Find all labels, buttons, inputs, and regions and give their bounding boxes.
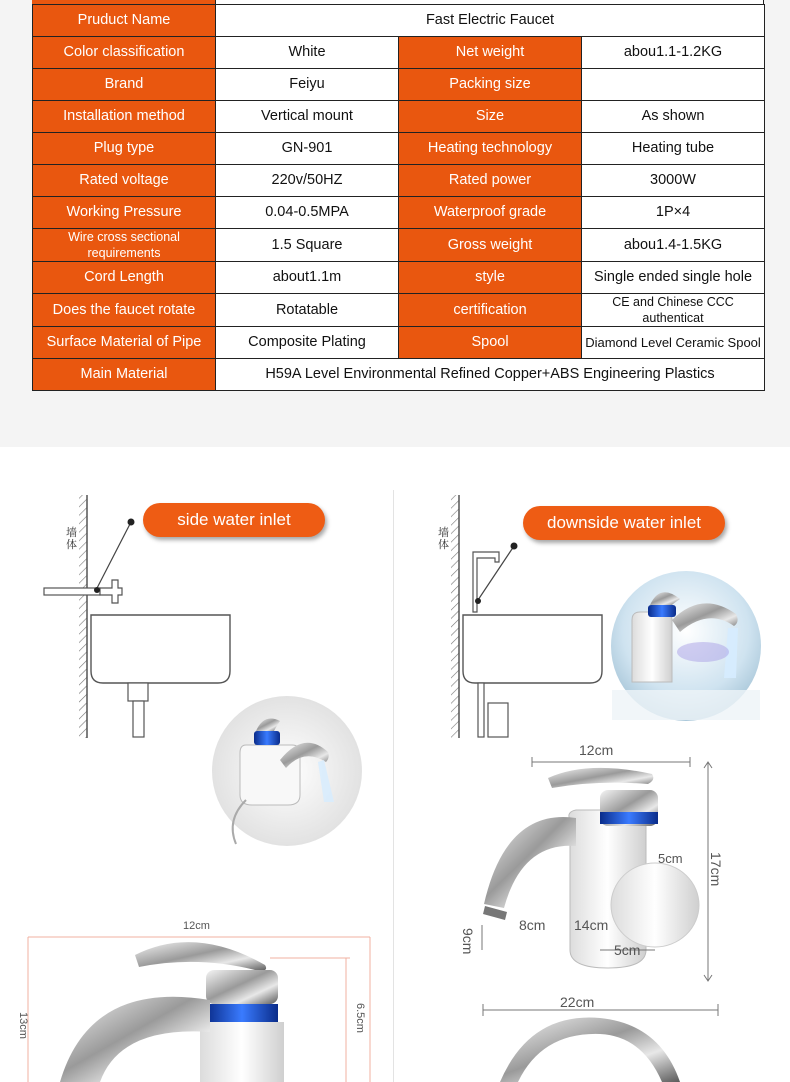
spec-value: Rotatable xyxy=(216,294,399,327)
spec-value: 1.5 Square xyxy=(216,229,399,262)
spec-key: Main Material xyxy=(33,359,216,391)
spec-value: Fast Electric Faucet xyxy=(216,5,765,37)
side-inlet-photo xyxy=(212,696,362,846)
spec-value: Single ended single hole xyxy=(582,262,765,294)
spec-value: GN-901 xyxy=(216,133,399,165)
spec-value: As shown xyxy=(582,101,765,133)
spec-key: Spool xyxy=(399,327,582,359)
wall-label: 墙体 xyxy=(438,527,449,551)
spec-key: certification xyxy=(399,294,582,327)
spec-key: Gross weight xyxy=(399,229,582,262)
spec-value: abou1.1-1.2KG xyxy=(582,37,765,69)
dim-left-height: 13cm xyxy=(17,1012,29,1039)
spec-value: H59A Level Environmental Refined Copper+ABS Engineering Plastics xyxy=(216,359,765,391)
dim-depth: 5cm xyxy=(658,851,683,866)
spec-value: abou1.4-1.5KG xyxy=(582,229,765,262)
spec-value: 0.04-0.5MPA xyxy=(216,197,399,229)
spec-key: Color classification xyxy=(33,37,216,69)
spec-key: Net weight xyxy=(399,37,582,69)
spec-key: Cord Length xyxy=(33,262,216,294)
spec-key: Rated voltage xyxy=(33,165,216,197)
spec-key: Working Pressure xyxy=(33,197,216,229)
spec-value: 220v/50HZ xyxy=(216,165,399,197)
spec-key: Surface Material of Pipe xyxy=(33,327,216,359)
spec-key: style xyxy=(399,262,582,294)
spec-key: Installation method xyxy=(33,101,216,133)
dim-body: 14cm xyxy=(574,917,609,933)
spec-key: Plug type xyxy=(33,133,216,165)
spec-key: Waterproof grade xyxy=(399,197,582,229)
spec-value: White xyxy=(216,37,399,69)
spec-value: Vertical mount xyxy=(216,101,399,133)
downside-inlet-photo xyxy=(611,571,761,721)
dim-left-width: 12cm xyxy=(183,920,210,932)
faucet-dimension-left xyxy=(28,937,370,1082)
dim-height: 17cm xyxy=(708,852,724,887)
dim-width: 12cm xyxy=(579,742,614,758)
spec-key: Rated power xyxy=(399,165,582,197)
spec-value: Composite Plating xyxy=(216,327,399,359)
faucet-dimension-right-bottom xyxy=(483,1004,718,1082)
spec-value: 1P×4 xyxy=(582,197,765,229)
faucet-dimension-right xyxy=(482,757,712,981)
dim-spout: 8cm xyxy=(519,917,546,933)
spec-key: Does the faucet rotate xyxy=(33,294,216,327)
downside-water-inlet-label: downside water inlet xyxy=(523,506,725,540)
spec-value: Diamond Level Ceramic Spool xyxy=(582,327,765,359)
spec-key: Packing size xyxy=(399,69,582,101)
spec-key: Size xyxy=(399,101,582,133)
spec-value: CE and Chinese CCC authenticat xyxy=(582,294,765,327)
spec-value: Heating tube xyxy=(582,133,765,165)
spec-value: Feiyu xyxy=(216,69,399,101)
wall-label: 墙体 xyxy=(66,527,77,551)
dim-left-body-height: 6.5cm xyxy=(354,1003,366,1033)
spec-key: Heating technology xyxy=(399,133,582,165)
dim-right-bottom-width: 22cm xyxy=(560,994,595,1010)
dim-base: 5cm xyxy=(614,942,641,958)
side-water-inlet-label: side water inlet xyxy=(143,503,325,537)
dim-base-height: 9cm xyxy=(460,928,476,955)
spec-value: about1.1m xyxy=(216,262,399,294)
spec-value: 3000W xyxy=(582,165,765,197)
spec-key: Wire cross sectional requirements xyxy=(33,229,216,262)
spec-key: Brand xyxy=(33,69,216,101)
spec-key: Pruduct Name xyxy=(33,5,216,37)
